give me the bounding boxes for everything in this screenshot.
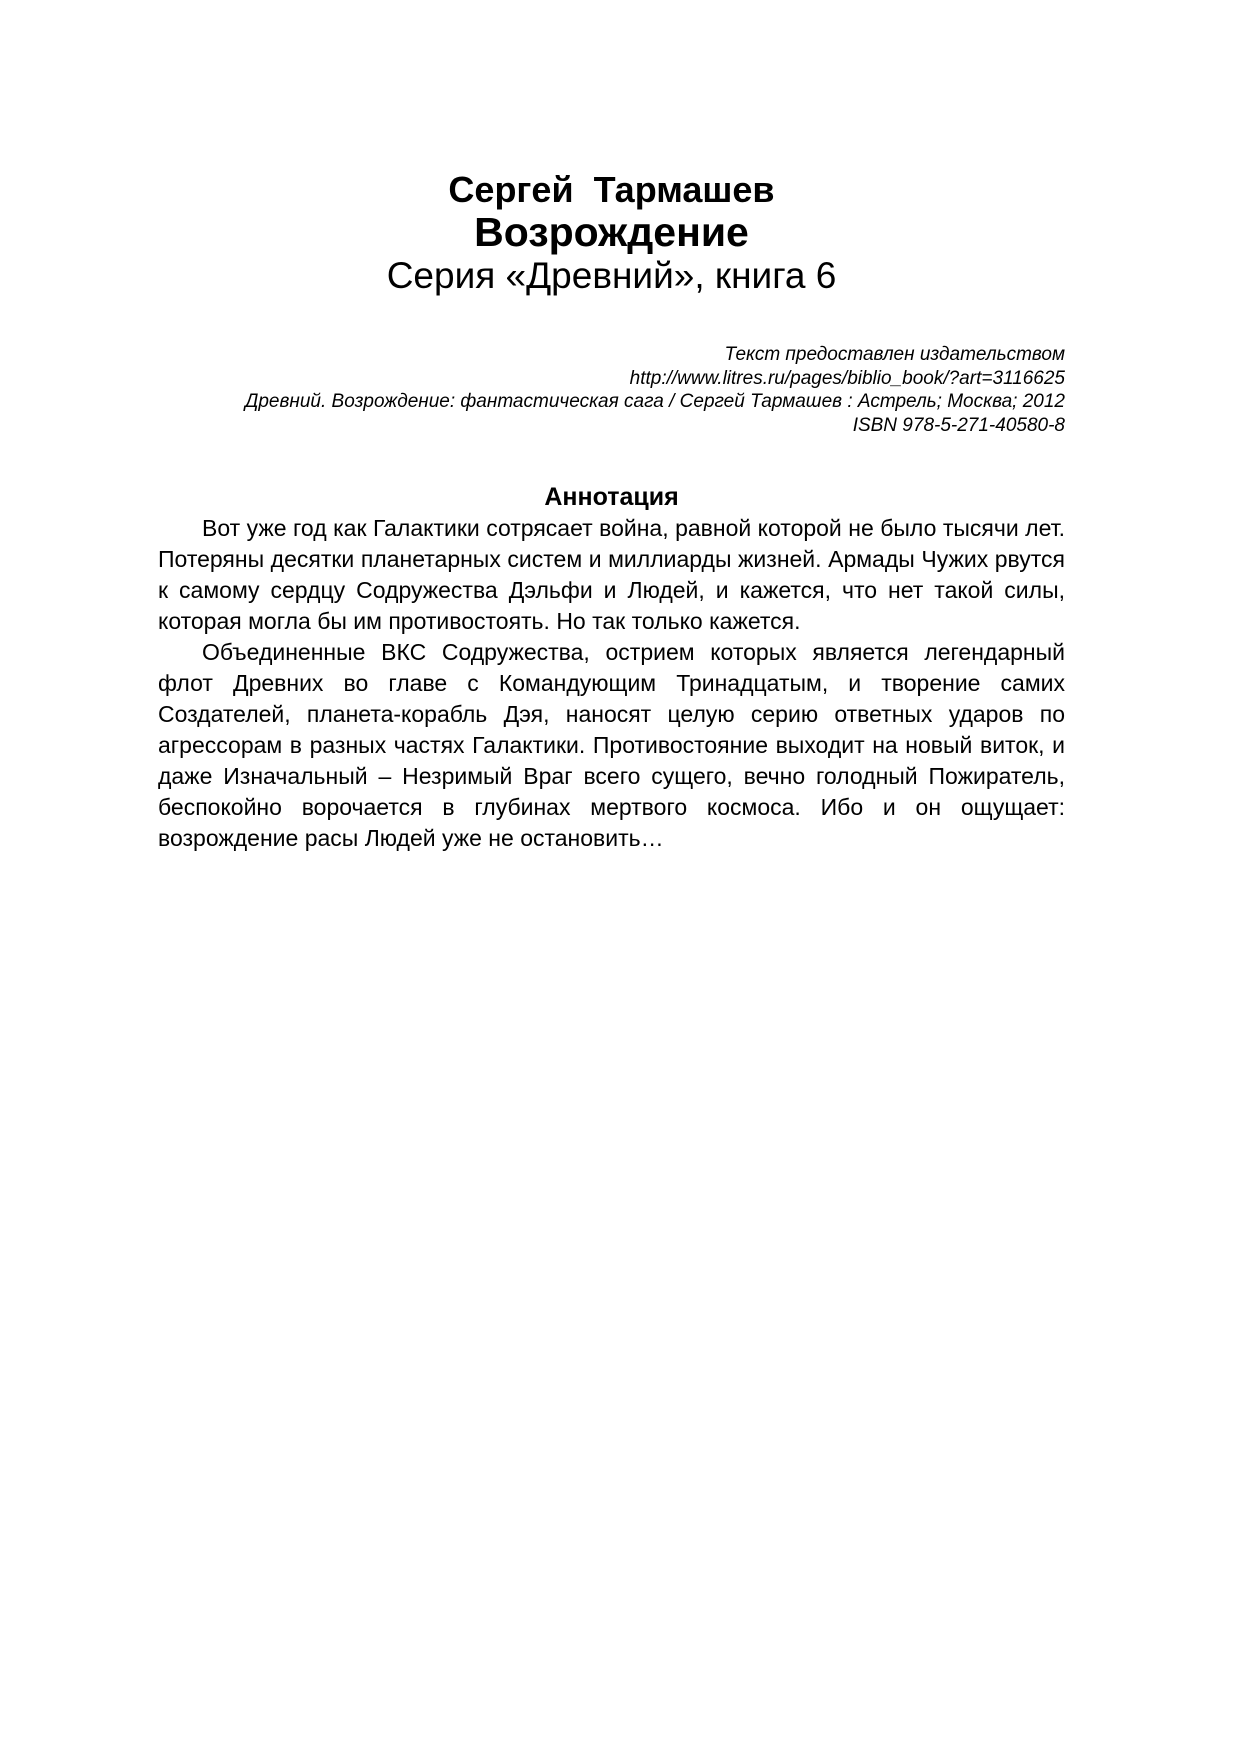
- book-series: Серия «Древний», книга 6: [386, 255, 837, 296]
- book-author: Сергей Тармашев: [448, 169, 775, 210]
- book-header: [158, 170, 1065, 298]
- annotation-paragraph-2: Объединенные ВКС Содружества, острием которых является легендарный флот Древних во главе с Командующим Тринадцатым, и творение самих Создателей, планета-корабль Дэя, наносят целую серию ответных ударов по агрессорам в разных частях Галактики. Противостояние выходит на новый виток, и даже Изначальный – Незримый Враг всего сущего, вечно голодный Пожиратель, беспокойно ворочается в глубинах мертвого космоса. Ибо и он ощущает: возрождение расы Людей уже не остановить…: [158, 639, 1065, 851]
- content-column: [158, 0, 1065, 854]
- book-title: Возрождение: [474, 209, 749, 255]
- imprint-block: [158, 343, 1065, 437]
- imprint-citation: Древний. Возрождение: фантастическая сага / Сергей Тармашев : Астрель; Москва; 2012: [244, 391, 1065, 412]
- imprint-publisher-credit: Текст предоставлен издательством: [724, 344, 1065, 365]
- annotation-section: [158, 482, 1065, 854]
- annotation-heading: Аннотация: [544, 483, 679, 511]
- imprint-url: http://www.litres.ru/pages/biblio_book/?art=3116625: [629, 367, 1065, 389]
- annotation-paragraph-1: Вот уже год как Галактики сотрясает война, равной которой не было тысячи лет. Потеряны десятки планетарных систем и миллиарды жизней. Армады Чужих рвутся к самому сердцу Содружества Дэльфи и Людей, и кажется, что нет такой силы, которая могла бы им противостоять. Но так только кажется.: [158, 515, 1065, 634]
- imprint-isbn: ISBN 978-5-271-40580-8: [852, 414, 1065, 436]
